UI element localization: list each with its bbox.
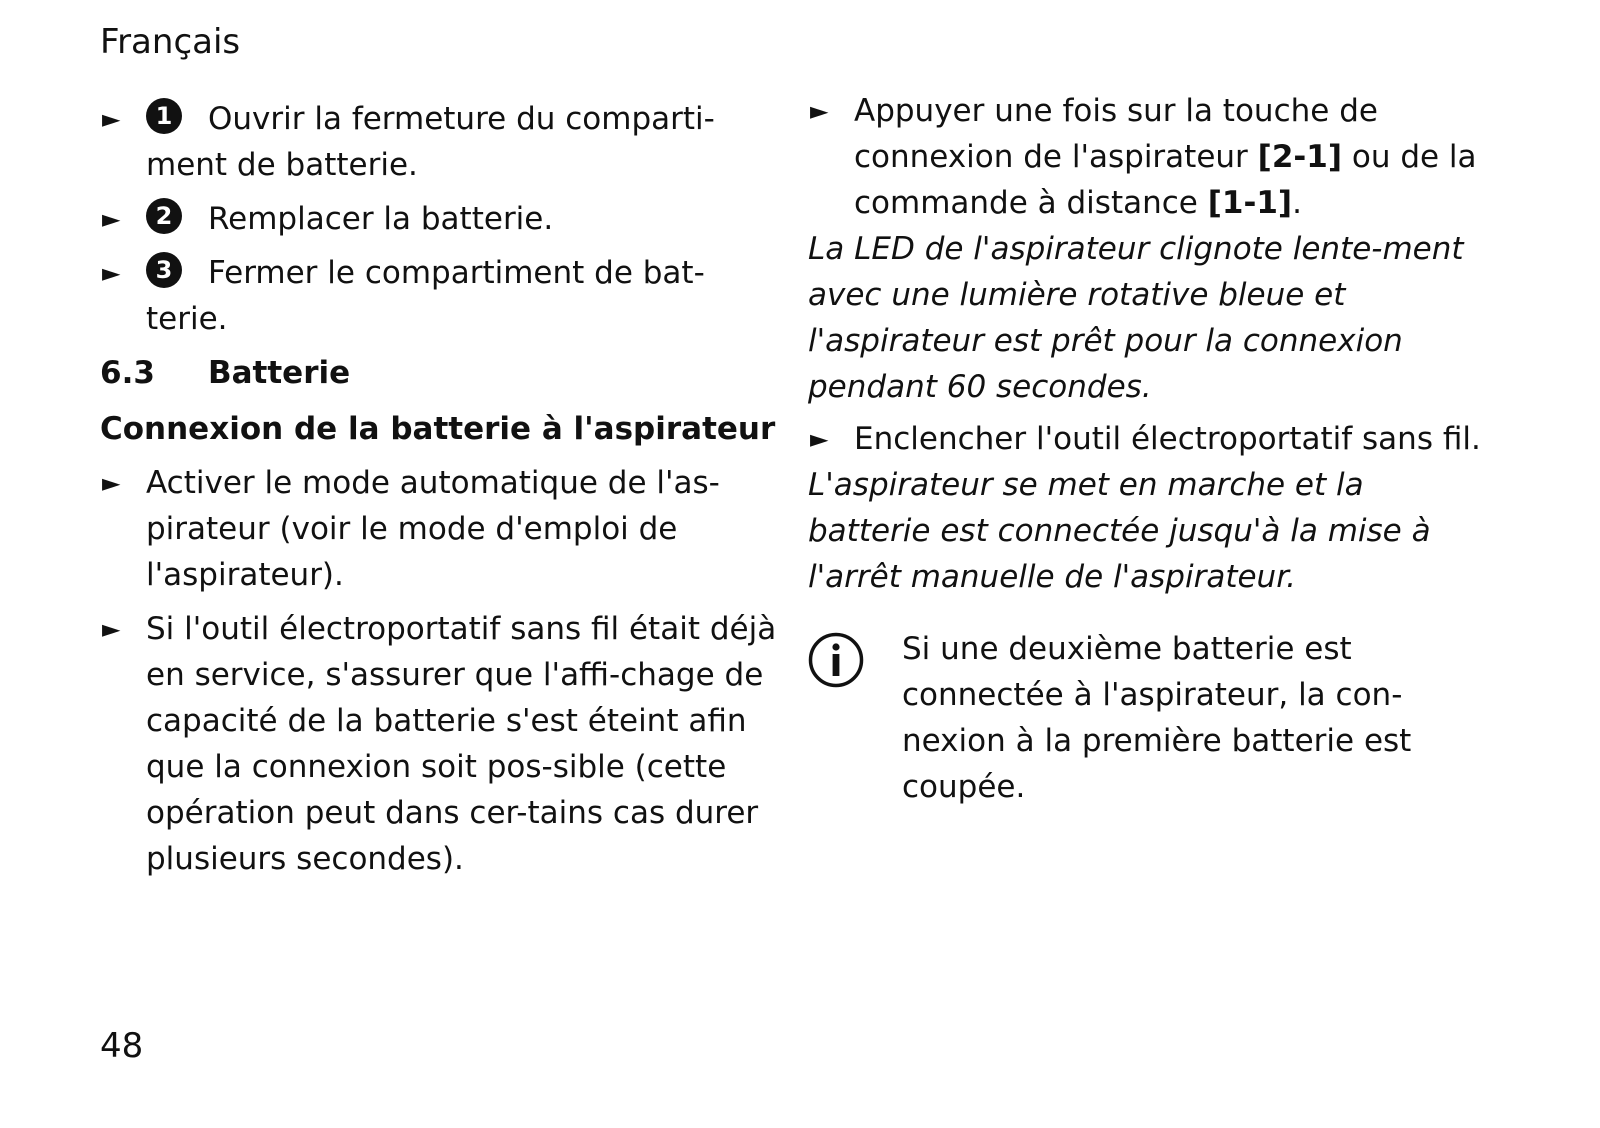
- right-column: [808, 88, 1488, 810]
- section-title: Batterie: [208, 355, 351, 391]
- arrow-icon: ►: [810, 97, 829, 125]
- step-number-2-icon: 2: [146, 198, 182, 234]
- result-vacuum-starts: L'aspirateur se met en marche et la batterie est connectée jusqu'à la mise à l'arrêt manuelle de l'aspirateur.: [808, 467, 1431, 595]
- step-press-connect: [808, 88, 1488, 226]
- step-text: Fermer le compartiment de bat-terie.: [146, 255, 705, 337]
- arrow-icon: ►: [102, 205, 121, 233]
- bullet-text: Activer le mode automatique de l'as-pirateur (voir le mode d'emploi de l'aspirateur).: [146, 465, 720, 593]
- left-column: [100, 96, 780, 890]
- reference-1-1: [1-1]: [1207, 185, 1293, 221]
- reference-2-1: [2-1]: [1257, 139, 1342, 175]
- step-switch-on-tool: [808, 416, 1488, 462]
- step-text: Remplacer la batterie.: [208, 201, 554, 237]
- arrow-icon: ►: [102, 105, 121, 133]
- arrow-icon: ►: [102, 615, 121, 643]
- step-replace-battery: [100, 196, 780, 242]
- arrow-icon: ►: [102, 259, 121, 287]
- step-number-3-icon: 3: [146, 252, 182, 288]
- section-heading: [100, 350, 780, 396]
- step-number-1-icon: 1: [146, 98, 182, 134]
- subheading: Connexion de la batterie à l'aspirateur: [100, 411, 776, 447]
- result-led-blinks: La LED de l'aspirateur clignote lente-ment avec une lumière rotative bleue et l'aspirateur est prêt pour la connexion pendant 60 secondes.: [808, 231, 1464, 405]
- step-open-compartment: [100, 96, 780, 188]
- step-close-compartment: [100, 250, 780, 342]
- page-number: 48: [100, 1026, 144, 1066]
- bullet-text: Si l'outil électroportatif sans fil était déjà en service, s'assurer que l'affi-chage de capacité de la batterie s'est éteint afin que la connexion soit pos-sible (cette opération peut dans cer-tains cas durer plusieurs secondes).: [146, 611, 777, 877]
- note-text: Si une deuxième batterie est connectée à l'aspirateur, la con-nexion à la première batterie est coupée.: [902, 631, 1412, 805]
- arrow-icon: ►: [810, 425, 829, 453]
- info-note: [808, 626, 1488, 810]
- bullet-auto-mode: [100, 460, 780, 598]
- section-number: 6.3: [100, 355, 155, 391]
- step-text-b: ou de la commande à distance: [854, 139, 1477, 221]
- step-text-c: .: [1292, 185, 1302, 221]
- bullet-capacity-display: [100, 606, 780, 882]
- arrow-icon: ►: [102, 469, 121, 497]
- language-label: Français: [100, 22, 241, 62]
- step-text: Ouvrir la fermeture du comparti-ment de batterie.: [146, 101, 715, 183]
- step-text: Enclencher l'outil électroportatif sans fil.: [854, 421, 1481, 457]
- info-icon: [808, 632, 864, 688]
- step-text-a: Appuyer une fois sur la touche de connexion de l'aspirateur: [854, 93, 1378, 175]
